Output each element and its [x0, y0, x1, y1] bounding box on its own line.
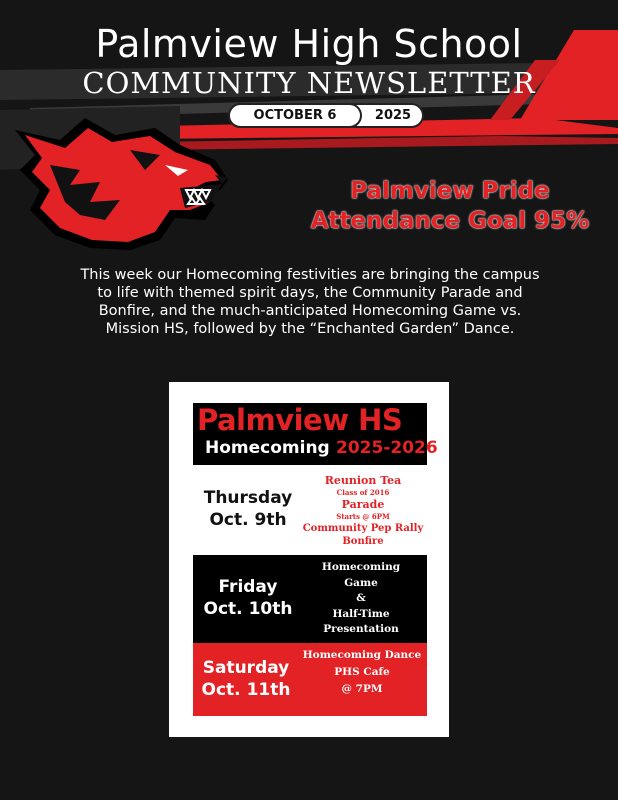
thursday-events [296, 474, 430, 548]
event-game: Game [344, 576, 378, 589]
wolf-mascot-icon [10, 110, 240, 260]
school-title: Palmview High School [95, 22, 523, 66]
event-parade-time: Starts @ 6PM [336, 512, 390, 521]
thursday-label: Thursday [203, 488, 293, 508]
friday-label: Friday [218, 577, 278, 597]
friday-events [300, 560, 422, 638]
intro-paragraph: This week our Homecoming festivities are bringing the campus to life with themed spirit days, the Community Parade and Bonfire, and the much-anticipated Homecoming Game vs. Mission HS, followed by the “Enchanted Garden” Dance. [80, 267, 540, 337]
event-ampersand: & [356, 592, 366, 604]
event-half-time: Half-Time [332, 607, 390, 620]
saturday-events [298, 647, 426, 698]
friday-day [196, 576, 300, 620]
event-parade: Parade [341, 498, 385, 511]
date-year: 2025 [374, 108, 412, 123]
event-reunion-tea: Reunion Tea [324, 474, 402, 487]
attendance-goal [290, 176, 610, 236]
date-month-day: OCTOBER 6 [228, 103, 362, 128]
pride-line-1: Palmview Pride [350, 178, 550, 204]
thursday-date: Oct. 9th [209, 510, 287, 530]
event-presentation: Presentation [323, 623, 399, 635]
dance-theme: “ENCHANTED GARDEN” [315, 705, 411, 714]
flyer-title: Palmview HS [197, 403, 403, 437]
event-bonfire: Bonfire [342, 536, 384, 547]
newsletter-title: COMMUNITY NEWSLETTER [82, 66, 536, 100]
friday-date: Oct. 10th [203, 599, 293, 619]
flyer-subtitle: Homecoming [205, 438, 330, 458]
saturday-label: Saturday [202, 658, 290, 678]
event-homecoming-dance: Homecoming Dance [302, 649, 422, 661]
event-class-of-2016: Class of 2016 [336, 488, 390, 497]
event-phs-cafe: PHS Cafe [334, 666, 390, 678]
flyer-year: 2025-2026 [336, 438, 438, 458]
saturday-day [194, 657, 298, 701]
pride-line-2: Attendance Goal 95% [310, 208, 590, 234]
event-homecoming: Homecoming [321, 561, 401, 573]
thursday-day [196, 487, 300, 531]
event-dance-time: @ 7PM [341, 683, 383, 695]
saturday-date: Oct. 11th [201, 680, 291, 700]
event-pep-rally: Community Pep Rally [302, 523, 424, 534]
